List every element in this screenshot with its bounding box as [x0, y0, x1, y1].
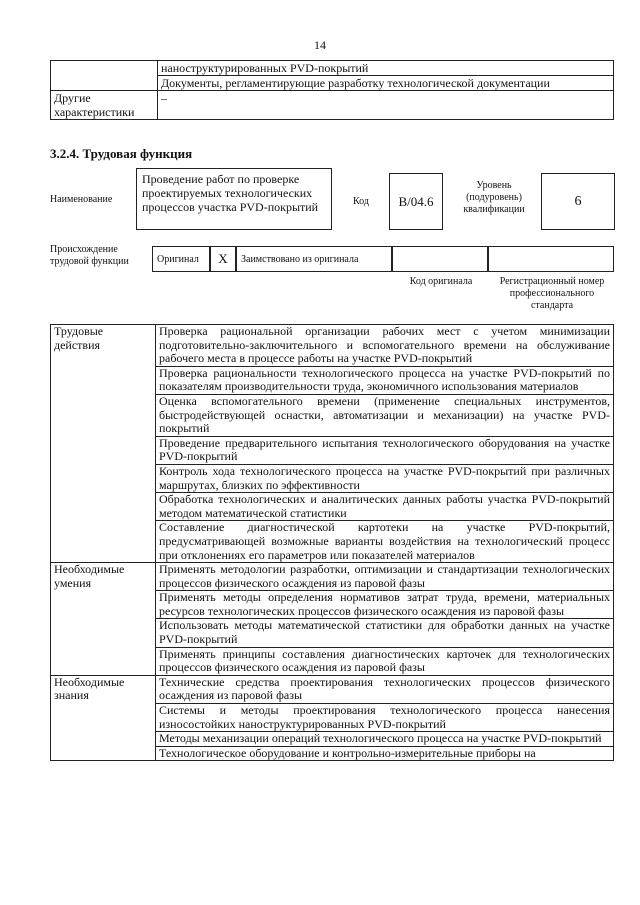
continuation-table: [50, 60, 614, 120]
table-cell: наноструктурированных PVD-покрытий: [158, 61, 614, 76]
knowledge-item: Системы и методы проектирования технологического процесса нанесения износостойких наноструктурированных PVD-покрытий: [156, 704, 614, 732]
code-label: Код: [353, 196, 369, 207]
level-label: Уровень (подуровень) квалификации: [463, 180, 525, 215]
section-title: 3.2.4. Трудовая функция: [50, 146, 193, 161]
action-item: Проверка рациональности технологического процесса на участке PVD-покрытий по показателям производительности труда, экономичного использования материалов: [156, 366, 614, 394]
origin-row: [152, 246, 614, 272]
skill-item: Применять методологии разработки, оптимизации и стандартизации технологических процессов физического осаждения из паровой фазы: [156, 563, 614, 591]
function-name: Проведение работ по проверке проектируемых технологических процессов участка PVD-покрытий: [136, 168, 332, 230]
actions-label: Трудовые действия: [51, 325, 156, 563]
action-item: Оценка вспомогательного времени (применение специальных инструментов, быстродействующей оснастки, автоматизации и механизации) на участке PVD-покрытий: [156, 394, 614, 436]
original-cell: Оригинал: [152, 246, 210, 272]
action-item: Составление диагностической картотеки на участке PVD-покрытий, предусматривающей возможные варианты воздействия на технологический процесс при отклонениях его параметров или показателей материалов: [156, 521, 614, 563]
table-cell: –: [158, 91, 614, 120]
knowledge-item: Технические средства проектирования технологических процессов физического осаждения из паровой фазы: [156, 675, 614, 703]
origin-label: Происхождение трудовой функции: [50, 244, 129, 267]
knowledge-label: Необходимые знания: [51, 675, 156, 761]
skill-item: Использовать методы математической статистики для обработки данных на участке PVD-покрытий: [156, 619, 614, 647]
knowledge-item: Технологическое оборудование и контрольно-измерительные приборы на: [156, 746, 614, 761]
code-original-label: Код оригинала: [409, 276, 473, 287]
code-original-cell: [392, 246, 488, 272]
knowledge-item: Методы механизации операций технологического процесса на участке PVD-покрытий: [156, 732, 614, 747]
skill-item: Применять методы определения нормативов затрат труда, времени, материальных ресурсов технологических процессов физического осаждения из паровой фазы: [156, 591, 614, 619]
action-item: Проведение предварительного испытания технологического оборудования на участке PVD-покрытий: [156, 436, 614, 464]
row-label: Другие характеристики: [51, 91, 158, 120]
skills-label: Необходимые умения: [51, 563, 156, 676]
reg-number-label: Регистрационный номер профессионального стандарта: [499, 276, 605, 311]
empty-label-cell: [51, 61, 158, 91]
code-value: B/04.6: [389, 173, 443, 230]
action-item: Обработка технологических и аналитических данных работы участка PVD-покрытий методом математической статистики: [156, 493, 614, 521]
action-item: Проверка рациональной организации рабочих мест с учетом минимизации подготовительно-заключительного и вспомогательного времени на обслуживание рабочего места в процессе работы на участке PVD-покрытий: [156, 325, 614, 367]
page-number: 14: [314, 38, 326, 52]
borrowed-cell: Заимствовано из оригинала: [236, 246, 392, 272]
function-details-table: [50, 324, 614, 761]
skill-item: Применять принципы составления диагностических карточек для технологических процессов физического осаждения из паровой фазы: [156, 647, 614, 675]
original-mark: X: [210, 246, 236, 272]
reg-number-cell: [488, 246, 614, 272]
action-item: Контроль хода технологического процесса на участке PVD-покрытий при различных маршрутах, близких по эффективности: [156, 464, 614, 492]
level-value: 6: [541, 173, 615, 230]
name-label: Наименование: [50, 194, 113, 205]
table-cell: Документы, регламентирующие разработку технологической документации: [158, 76, 614, 91]
